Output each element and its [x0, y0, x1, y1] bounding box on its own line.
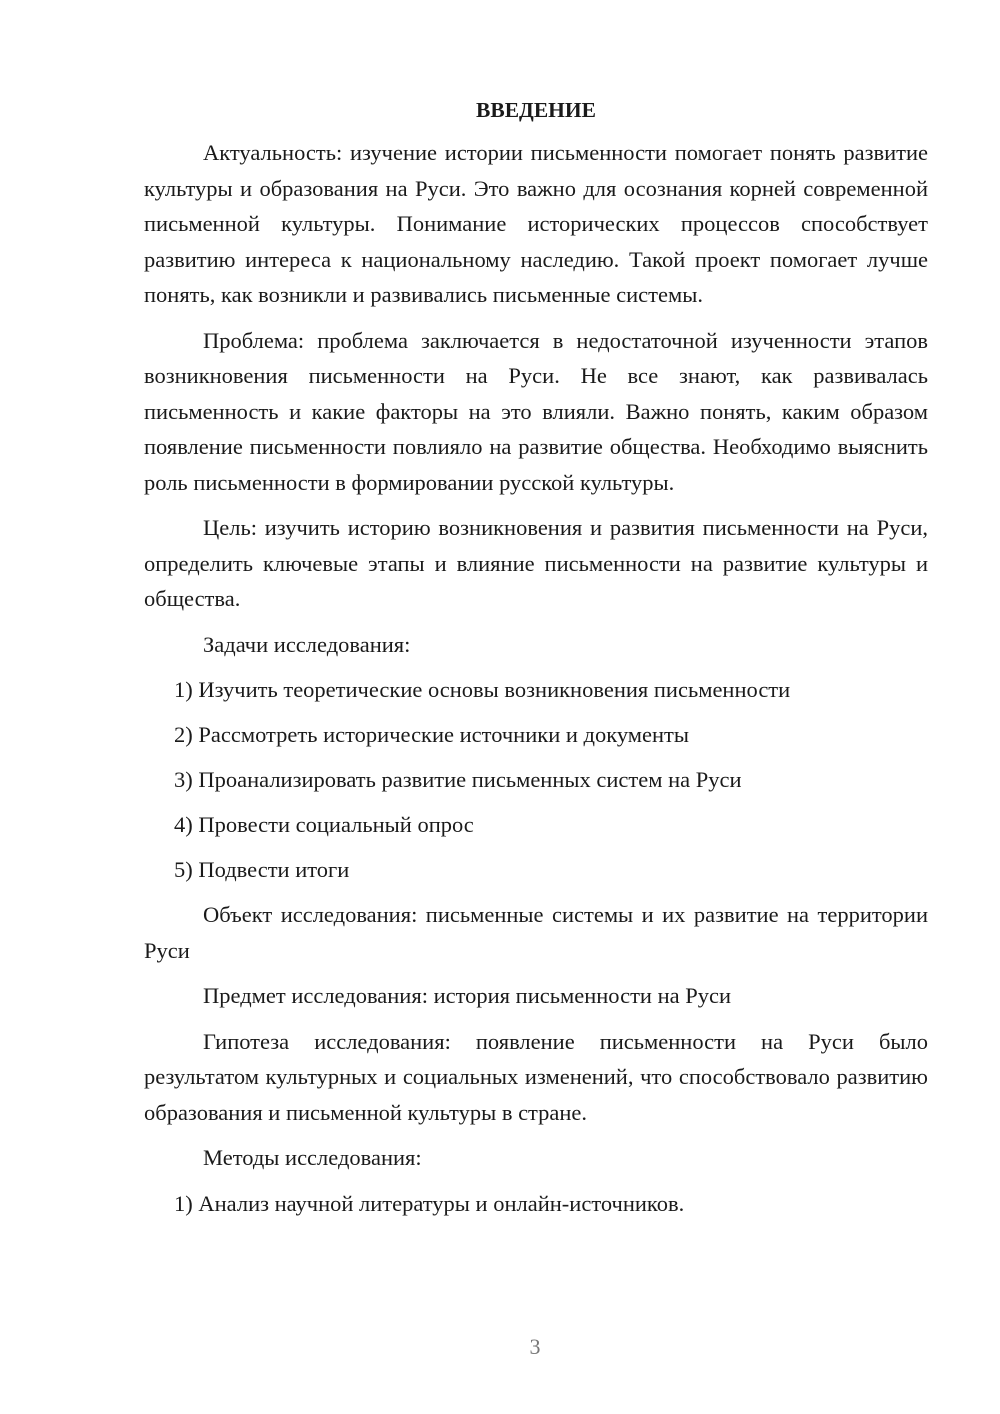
list-item: 5) Подвести итоги [174, 857, 350, 882]
hypothesis-paragraph: Гипотеза исследования: появление письменности на Руси было результатом культурных и социальных изменений, что способствовало развитию образования и письменной культуры в стране. [144, 1028, 928, 1125]
section-title: ВВЕДЕНИЕ [476, 98, 596, 122]
page-content [144, 95, 928, 1231]
list-item: 1) Изучить теоретические основы возникновения письменности [174, 677, 791, 702]
methods-list [144, 1186, 928, 1222]
subject-paragraph: Предмет исследования: история письменности на Руси [203, 983, 732, 1008]
list-item: 4) Провести социальный опрос [174, 812, 474, 837]
page-number: 3 [529, 1334, 541, 1359]
object-paragraph: Объект исследования: письменные системы и их развитие на территории Руси [144, 902, 928, 963]
goal-paragraph: Цель: изучить историю возникновения и развития письменности на Руси, определить ключевые этапы и влияние письменности на развитие культуры и общества. [144, 515, 928, 611]
methods-label: Методы исследования: [203, 1145, 422, 1170]
tasks-list [144, 672, 928, 888]
list-item: 2) Рассмотреть исторические источники и документы [174, 722, 690, 747]
problem-paragraph: Проблема: проблема заключается в недостаточной изученности этапов возникновения письменности на Руси. Не все знают, как развивалась письменность и какие факторы на это влияли. Важно понять, каким образом появление письменности повлияло на развитие общества. Необходимо выяснить роль письменности в формировании русской культуры. [144, 327, 928, 495]
tasks-label: Задачи исследования: [203, 631, 411, 657]
list-item: 1) Анализ научной литературы и онлайн-источников. [174, 1190, 685, 1216]
relevance-paragraph: Актуальность: изучение истории письменности помогает понять развитие культуры и образования на Руси. Это важно для осознания корней современной письменной культуры. Понимание исторических процессов способствует развитию интереса к национальному наследию. Такой проект помогает лучше понять, как возникли и развивались письменные системы. [144, 140, 928, 307]
list-item: 3) Проанализировать развитие письменных систем на Руси [174, 767, 742, 792]
